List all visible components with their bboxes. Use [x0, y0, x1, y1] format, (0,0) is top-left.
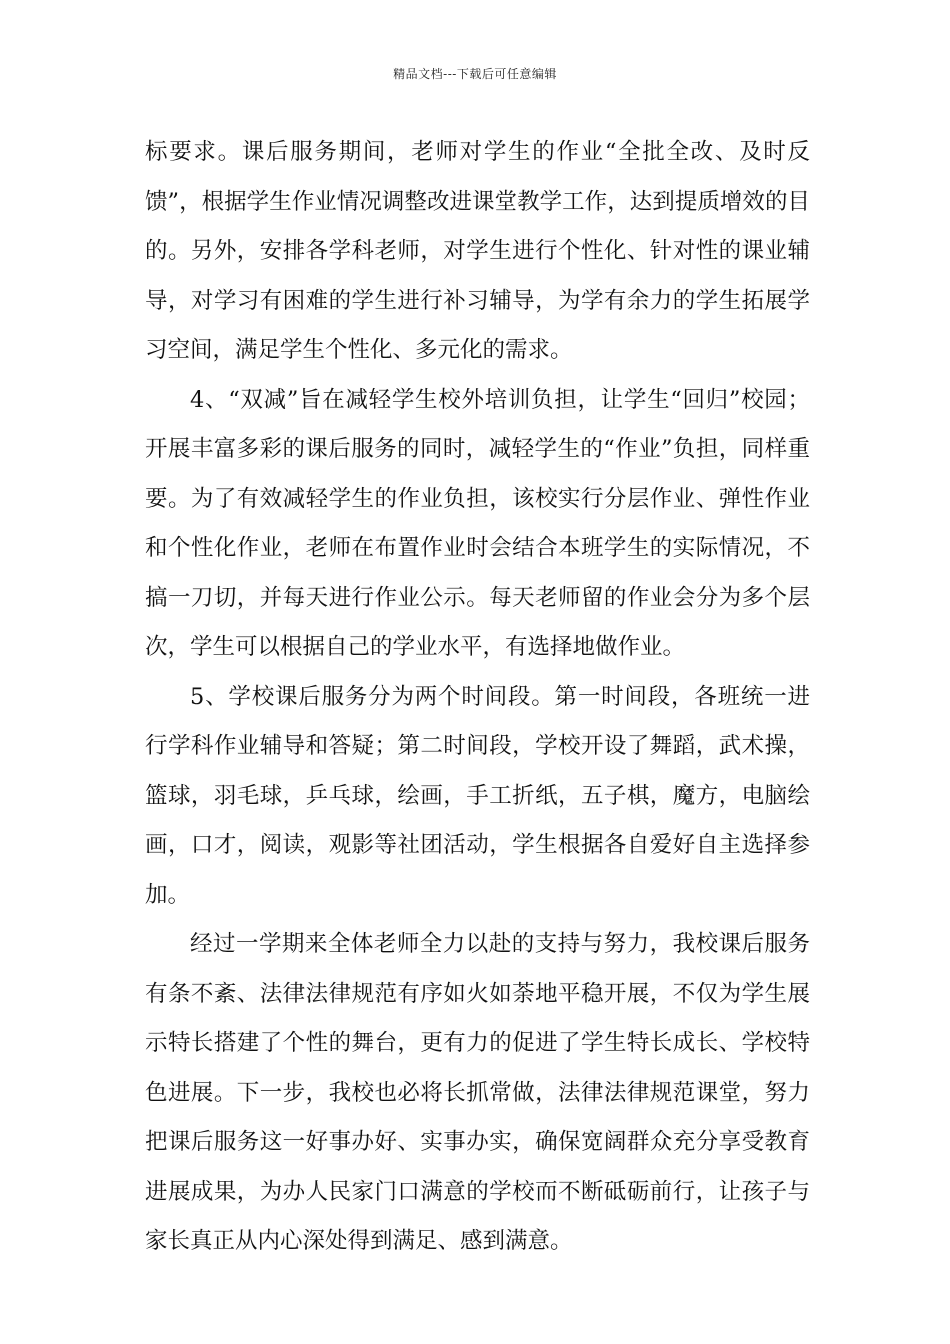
paragraph-item-4: 4、“双减”旨在减轻学生校外培训负担，让学生“回归”校园；开展丰富多彩的课后服务的同时，减轻学生的“作业”负担，同样重要。为了有效减轻学生的作业负担，该校实行分层作业、弹性作业和个性化作业，老师在布置作业时会结合本班学生的实际情况，不搞一刀切，并每天进行作业公示。每天老师留的作业会分为多个层次，学生可以根据自己的学业水平，有选择地做作业。 [145, 386, 810, 660]
paragraph-item-5: 5、学校课后服务分为两个时间段。第一时间段，各班统一进行学科作业辅导和答疑；第二时间段，学校开设了舞蹈，武术操，篮球，羽毛球，乒乓球，绘画，手工折纸，五子棋，魔方，电脑绘画，口才，阅读，观影等社团活动，学生根据各自爱好自主选择参加。 [145, 683, 810, 908]
paragraph-continuation: 标要求。课后服务期间，老师对学生的作业“全批全改、及时反馈”，根据学生作业情况调整改进课堂教学工作，达到提质增效的目的。另外，安排各学科老师，对学生进行个性化、针对性的课业辅导，对学习有困难的学生进行补习辅导，为学有余力的学生拓展学习空间，满足学生个性化、多元化的需求。 [145, 139, 810, 363]
page-header: 精品文档---下载后可任意编辑 [393, 67, 557, 81]
paragraph-conclusion: 经过一学期来全体老师全力以赴的支持与努力，我校课后服务有条不紊、法律法律规范有序如火如荼地平稳开展，不仅为学生展示特长搭建了个性的舞台，更有力的促进了学生特长成长、学校特色进展。下一步，我校也必将长抓常做，法律法律规范课堂，努力把课后服务这一好事办好、实事办实，确保宽阔群众充分享受教育进展成果，为办人民家门口满意的学校而不断砥砺前行，让孩子与家长真正从内心深处得到满足、感到满意。 [145, 931, 810, 1254]
document-body [145, 128, 810, 1267]
